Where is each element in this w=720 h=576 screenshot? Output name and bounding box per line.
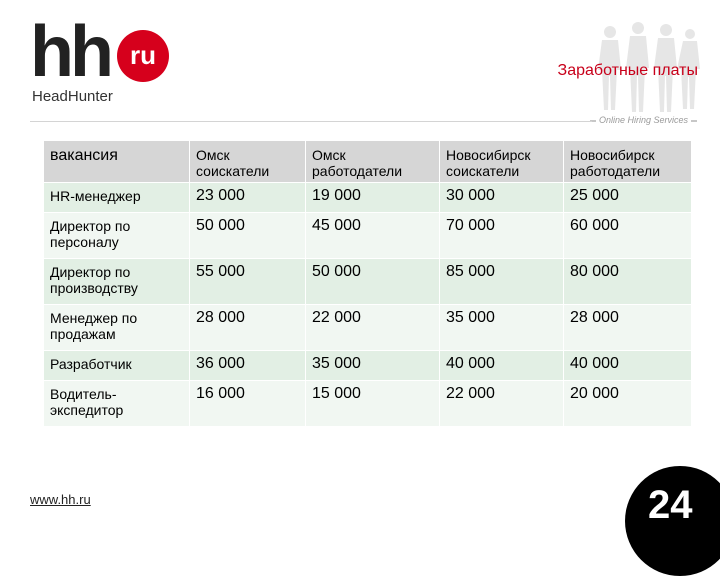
headhunter-logo bbox=[30, 12, 170, 105]
position-cell: Менеджер по продажам bbox=[44, 305, 190, 351]
position-cell: Директор по производству bbox=[44, 259, 190, 305]
header-omsk-seekers: Омск соискатели bbox=[190, 141, 306, 183]
salary-cell: 35 000 bbox=[440, 305, 564, 351]
position-cell: Водитель-экспедитор bbox=[44, 381, 190, 427]
tagline-text: Online Hiring Services bbox=[598, 115, 688, 125]
position-cell: HR-менеджер bbox=[44, 183, 190, 213]
salary-cell: 22 000 bbox=[306, 305, 440, 351]
table-row bbox=[44, 213, 692, 259]
salary-cell: 85 000 bbox=[440, 259, 564, 305]
page-number: 24 bbox=[648, 483, 693, 527]
header-omsk-employers: Омск работодатели bbox=[306, 141, 440, 183]
salary-cell: 28 000 bbox=[190, 305, 306, 351]
salary-cell: 35 000 bbox=[306, 351, 440, 381]
salary-cell: 19 000 bbox=[306, 183, 440, 213]
salary-cell: 40 000 bbox=[440, 351, 564, 381]
salary-cell: 28 000 bbox=[564, 305, 692, 351]
salary-cell: 60 000 bbox=[564, 213, 692, 259]
position-cell: Разработчик bbox=[44, 351, 190, 381]
site-link[interactable]: www.hh.ru bbox=[30, 492, 91, 507]
salary-cell: 80 000 bbox=[564, 259, 692, 305]
table-row bbox=[44, 351, 692, 381]
salary-cell: 23 000 bbox=[190, 183, 306, 213]
position-cell: Директор по персоналу bbox=[44, 213, 190, 259]
table-row bbox=[44, 183, 692, 213]
slide-title: Заработные платы bbox=[557, 62, 698, 79]
logo-hh-text: hh bbox=[30, 12, 110, 92]
salary-cell: 15 000 bbox=[306, 381, 440, 427]
salary-table bbox=[43, 140, 692, 427]
logo-ru-badge: ru bbox=[117, 30, 169, 82]
salary-cell: 16 000 bbox=[190, 381, 306, 427]
salary-cell: 50 000 bbox=[190, 213, 306, 259]
table-row bbox=[44, 381, 692, 427]
salary-cell: 22 000 bbox=[440, 381, 564, 427]
salary-cell: 36 000 bbox=[190, 351, 306, 381]
tagline-dash-icon bbox=[691, 120, 697, 122]
tagline bbox=[587, 115, 700, 125]
table-row bbox=[44, 305, 692, 351]
table-header-row bbox=[44, 141, 692, 183]
header-vacancy: вакансия bbox=[44, 141, 190, 183]
salary-cell: 55 000 bbox=[190, 259, 306, 305]
salary-cell: 25 000 bbox=[564, 183, 692, 213]
header-novosibirsk-employers: Новосибирск работодатели bbox=[564, 141, 692, 183]
salary-cell: 20 000 bbox=[564, 381, 692, 427]
logo-wordmark: HeadHunter bbox=[32, 88, 113, 105]
salary-cell: 30 000 bbox=[440, 183, 564, 213]
salary-cell: 50 000 bbox=[306, 259, 440, 305]
header-divider bbox=[30, 121, 592, 122]
salary-cell: 40 000 bbox=[564, 351, 692, 381]
salary-cell: 45 000 bbox=[306, 213, 440, 259]
table-row bbox=[44, 259, 692, 305]
salary-cell: 70 000 bbox=[440, 213, 564, 259]
header-novosibirsk-seekers: Новосибирск соискатели bbox=[440, 141, 564, 183]
